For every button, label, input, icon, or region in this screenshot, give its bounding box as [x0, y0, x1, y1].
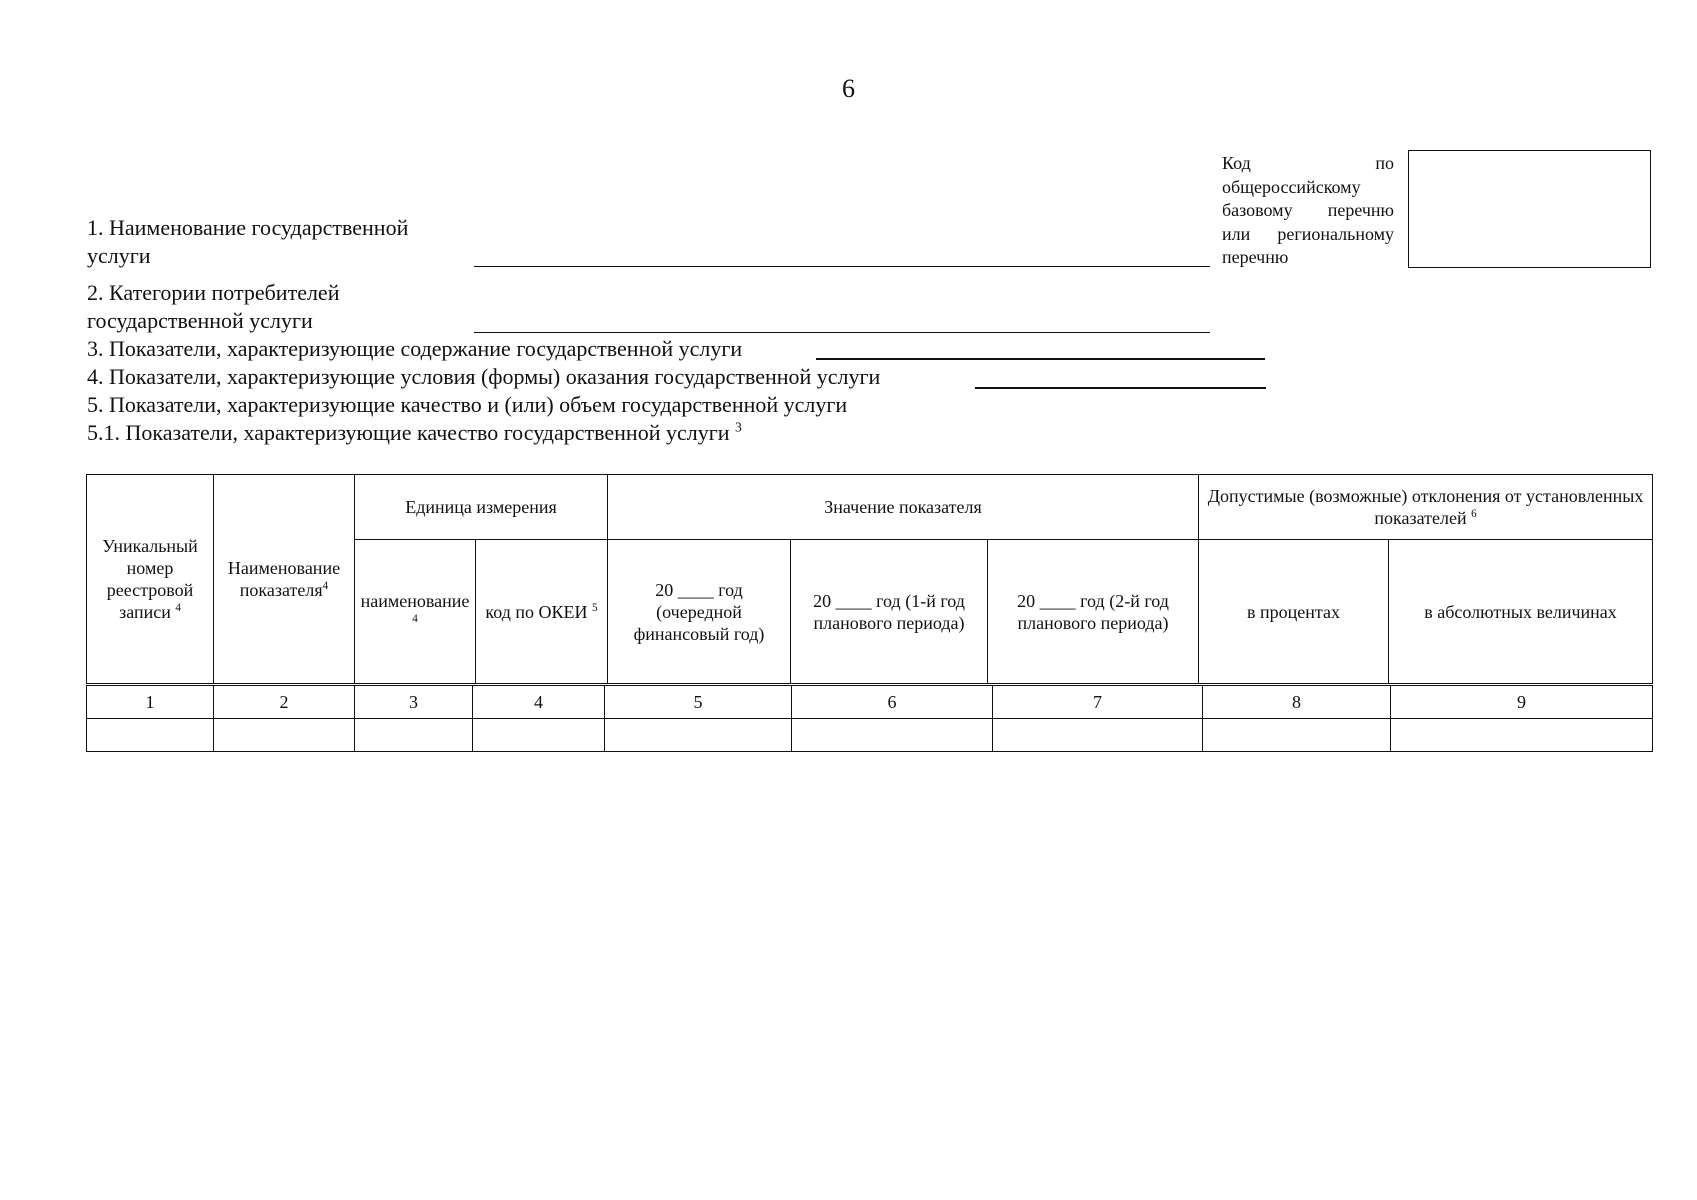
indicator-data-table [86, 685, 1653, 752]
header-deviation-absolute: в абсолютных величинах [1389, 540, 1653, 684]
column-number: 3 [355, 686, 473, 719]
column-number: 9 [1391, 686, 1653, 719]
column-number-row [87, 686, 1653, 719]
header-indicator-name-text: Наименование показателя [227, 558, 341, 600]
data-cell[interactable] [1391, 719, 1653, 752]
item-3-fill-line[interactable] [816, 358, 1265, 360]
data-cell[interactable] [473, 719, 605, 752]
header-deviation-footnote: 6 [1471, 508, 1477, 520]
header-okei-code-footnote: 5 [592, 601, 598, 614]
code-input-box[interactable] [1408, 150, 1651, 268]
header-unique-number-text: Уникальный номер реестровой записи [102, 536, 198, 622]
column-number: 7 [993, 686, 1203, 719]
header-deviation-text: Допустимые (возможные) отклонения от установленных показателей [1207, 486, 1644, 528]
code-label-line-2: общероссийскому [1222, 176, 1361, 197]
item-1-fill-line[interactable] [474, 266, 1210, 267]
page-number: 6 [842, 74, 855, 103]
data-cell[interactable] [87, 719, 214, 752]
header-deviation-percent: в процентах [1199, 540, 1389, 684]
header-okei-code [476, 540, 608, 684]
code-label-line-1: Код по [1222, 153, 1394, 173]
column-number: 8 [1203, 686, 1391, 719]
code-label [1222, 152, 1394, 270]
item-2-label-line-1: 2. Категории потребителей [87, 280, 340, 305]
column-number: 5 [605, 686, 792, 719]
header-okei-code-text: код по ОКЕИ [485, 601, 588, 622]
item-2-fill-line[interactable] [474, 332, 1210, 333]
item-5-1-text: 5.1. Показатели, характеризующие качество государственной услуги [87, 420, 730, 445]
header-unit-name-text: наименование [360, 590, 470, 611]
header-unit-name-footnote: 4 [412, 612, 418, 625]
column-number: 2 [214, 686, 355, 719]
item-5-1-footnote: 3 [735, 419, 742, 435]
data-cell[interactable] [605, 719, 792, 752]
header-unique-number-footnote: 4 [175, 602, 181, 614]
item-3-label: 3. Показатели, характеризующие содержание государственной услуги [87, 336, 743, 361]
indicator-header-table [86, 474, 1653, 684]
data-cell[interactable] [1203, 719, 1391, 752]
code-label-line-4: или региональному [1222, 223, 1394, 244]
header-unit-name [355, 540, 476, 684]
empty-data-row [87, 719, 1653, 752]
item-1-label-line-2: услуги [87, 243, 151, 268]
data-cell[interactable] [792, 719, 993, 752]
data-cell[interactable] [355, 719, 473, 752]
item-4-label: 4. Показатели, характеризующие условия (формы) оказания государственной услуги [87, 364, 881, 389]
item-5-label: 5. Показатели, характеризующие качество и (или) объем государственной услуги [87, 392, 848, 417]
item-2-label-line-2: государственной услуги [87, 308, 313, 333]
code-label-line-5: перечню [1222, 247, 1289, 267]
data-cell[interactable] [993, 719, 1203, 752]
column-number: 4 [473, 686, 605, 719]
header-year-current: 20 ____ год (очередной финансовый год) [608, 540, 791, 684]
header-unique-number [87, 475, 214, 684]
header-indicator-name-footnote: 4 [322, 580, 329, 592]
item-4-fill-line[interactable] [975, 387, 1266, 389]
header-year-plan-2: 20 ____ год (2-й год планового периода) [988, 540, 1199, 684]
data-cell[interactable] [214, 719, 355, 752]
header-deviation-group [1199, 475, 1653, 540]
code-label-line-3: базовому перечню [1222, 200, 1394, 220]
column-number: 1 [87, 686, 214, 719]
header-indicator-name [214, 475, 355, 684]
item-5-1-label [87, 419, 742, 447]
header-unit-group: Единица измерения [355, 475, 608, 540]
header-value-group: Значение показателя [608, 475, 1199, 540]
header-year-plan-1: 20 ____ год (1-й год планового периода) [791, 540, 988, 684]
item-1-label-line-1: 1. Наименование государственной [87, 215, 409, 240]
column-number: 6 [792, 686, 993, 719]
